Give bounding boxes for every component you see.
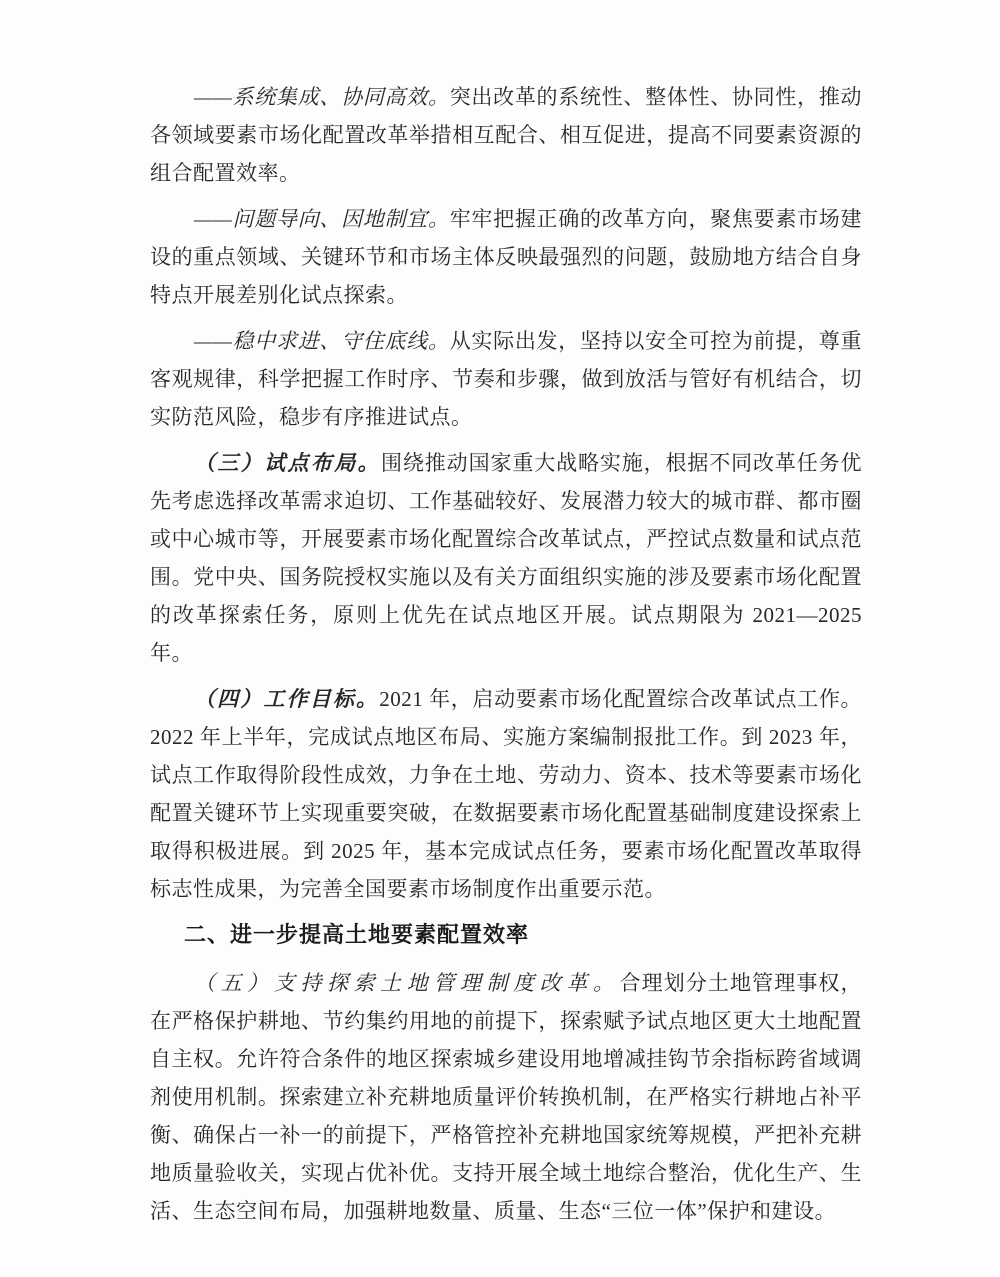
principle-paragraph-problem-oriented — [150, 200, 862, 314]
item-paragraph-land-management-reform — [150, 964, 862, 1230]
document-body — [150, 78, 862, 1230]
paragraph-text: 突出改革的系统性、整体性、协同性，推动各领域要素市场化配置改革举措相互配合、相互促进，提高不同要素资源的组合配置效率。 — [150, 85, 862, 185]
paragraph-text: 牢牢把握正确的改革方向，聚焦要素市场建设的重点领域、关键环节和市场主体反映最强烈的问题，鼓励地方结合自身特点开展差别化试点探索。 — [150, 207, 862, 307]
item-paragraph-work-goals — [150, 680, 862, 908]
principle-lead: ——系统集成、协同高效。 — [194, 85, 450, 109]
item-lead: （三）试点布局。 — [194, 451, 382, 475]
principle-lead: ——稳中求进、守住底线。 — [194, 329, 450, 353]
section-heading-land-allocation: 二、进一步提高土地要素配置效率 — [184, 922, 530, 947]
paragraph-text: 围绕推动国家重大战略实施，根据不同改革任务优先考虑选择改革需求迫切、工作基础较好、发展潜力较大的城市群、都市圈或中心城市等，开展要素市场化配置综合改革试点，严控试点数量和试点范围。党中央、国务院授权实施以及有关方面组织实施的涉及要素市场化配置的改革探索任务，原则上优先在试点地区开展。试点期限为 2021—2025 年。 — [150, 451, 863, 665]
item-paragraph-pilot-layout — [150, 444, 862, 672]
item-lead: （五）支持探索土地管理制度改革。 — [194, 971, 620, 995]
principle-paragraph-steady-progress — [150, 322, 862, 436]
principle-paragraph-system-integration — [150, 78, 862, 192]
paragraph-text: 2021 年，启动要素市场化配置综合改革试点工作。2022 年上半年，完成试点地区布局、实施方案编制报批工作。到 2023 年，试点工作取得阶段性成效，力争在土地、劳动力、资本、技术等要素市场化配置关键环节上实现重要突破，在数据要素市场化配置基础制度建设探索上取得积极进展。到 2025 年，基本完成试点任务，要素市场化配置改革取得标志性成果，为完善全国要素市场制度作出重要示范。 — [150, 687, 863, 901]
paragraph-text: 合理划分土地管理事权，在严格保护耕地、节约集约用地的前提下，探索赋予试点地区更大土地配置自主权。允许符合条件的地区探索城乡建设用地增减挂钩节余指标跨省域调剂使用机制。探索建立补充耕地质量评价转换机制，在严格实行耕地占补平衡、确保占一补一的前提下，严格管控补充耕地国家统筹规模，严把补充耕地质量验收关，实现占优补优。支持开展全域土地综合整治，优化生产、生活、生态空间布局，加强耕地数量、质量、生态“三位一体”保护和建设。 — [150, 971, 863, 1223]
principle-lead: ——问题导向、因地制宜。 — [194, 207, 450, 231]
paragraph-text: 从实际出发，坚持以安全可控为前提，尊重客观规律，科学把握工作时序、节奏和步骤，做到放活与管好有机结合，切实防范风险，稳步有序推进试点。 — [150, 329, 862, 429]
item-lead: （四）工作目标。 — [194, 687, 380, 711]
